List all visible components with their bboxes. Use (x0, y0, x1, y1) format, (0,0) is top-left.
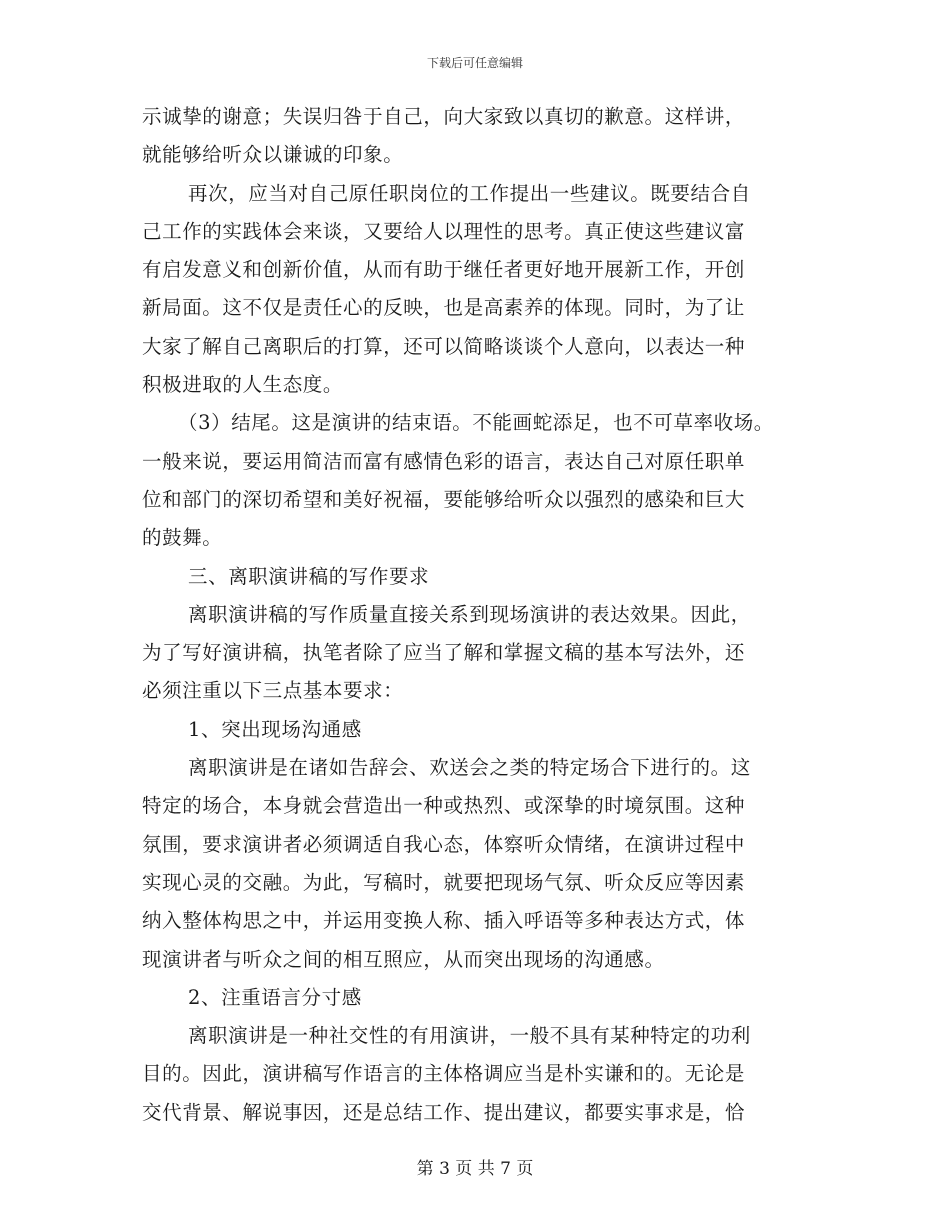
text-line: 己工作的实践体会来谈，又要给人以理性的思考。真正使这些建议富 (142, 219, 746, 243)
text-line: 必须注重以下三点基本要求： (142, 679, 404, 703)
text-line: 离职演讲是在诸如告辞会、欢送会之类的特定场合下进行的。这 (188, 756, 751, 780)
page-number-footer: 第 3 页 共 7 页 (416, 1159, 534, 1179)
page-header: 下载后可任意编辑 (426, 56, 523, 70)
text-line: 实现心灵的交融。为此，写稿时，就要把现场气氛、听众反应等因素 (142, 870, 746, 894)
text-line: （3）结尾。这是演讲的结束语。不能画蛇添足，也不可草率收场。 (178, 411, 774, 435)
text-line: 示诚挚的谢意；失误归咎于自己，向大家致以真切的歉意。这样讲， (142, 105, 746, 128)
text-line: 特定的场合，本身就会营造出一种或热烈、或深挚的时境氛围。这种 (142, 794, 746, 818)
text-line: 位和部门的深切希望和美好祝福，要能够给听众以强烈的感染和巨大 (142, 487, 746, 511)
text-line: 纳入整体构思之中，并运用变换人称、插入呼语等多种表达方式，体 (142, 909, 746, 933)
subsection-heading: 2、注重语言分寸感 (188, 985, 362, 1009)
text-line: 一般来说，要运用简洁而富有感情色彩的语言，表达自己对原任职单 (142, 449, 746, 473)
text-line: 大家了解自己离职后的打算，还可以简略谈谈个人意向，以表达一种 (142, 334, 746, 358)
text-line: 目的。因此，演讲稿写作语言的主体格调应当是朴实谦和的。无论是 (142, 1062, 746, 1086)
text-line: 的鼓舞。 (142, 526, 223, 550)
text-line: 再次，应当对自己原任职岗位的工作提出一些建议。既要结合自 (188, 181, 751, 205)
text-line: 现演讲者与听众之间的相互照应，从而突出现场的沟通感。 (142, 947, 665, 971)
text-line: 新局面。这不仅是责任心的反映，也是高素养的体现。同时，为了让 (142, 296, 746, 320)
text-line: 有启发意义和创新价值，从而有助于继任者更好地开展新工作，开创 (142, 258, 746, 282)
section-heading: 三、离职演讲稿的写作要求 (188, 564, 430, 588)
text-line: 氛围，要求演讲者必须调适自我心态，体察听众情绪，在演讲过程中 (142, 832, 746, 856)
text-line: 积极进取的人生态度。 (142, 373, 344, 397)
document-body (142, 98, 832, 1132)
text-line: 为了写好演讲稿，执笔者除了应当了解和掌握文稿的基本写法外，还 (142, 641, 746, 665)
text-line: 就能够给听众以谦诚的印象。 (142, 143, 404, 167)
subsection-heading: 1、突出现场沟通感 (188, 717, 362, 741)
text-line: 离职演讲稿的写作质量直接关系到现场演讲的表达效果。因此， (188, 602, 751, 626)
text-line: 离职演讲是一种社交性的有用演讲，一般不具有某种特定的功利 (188, 1024, 751, 1048)
text-line: 交代背景、解说事因，还是总结工作、提出建议，都要实事求是，恰 (142, 1100, 746, 1124)
